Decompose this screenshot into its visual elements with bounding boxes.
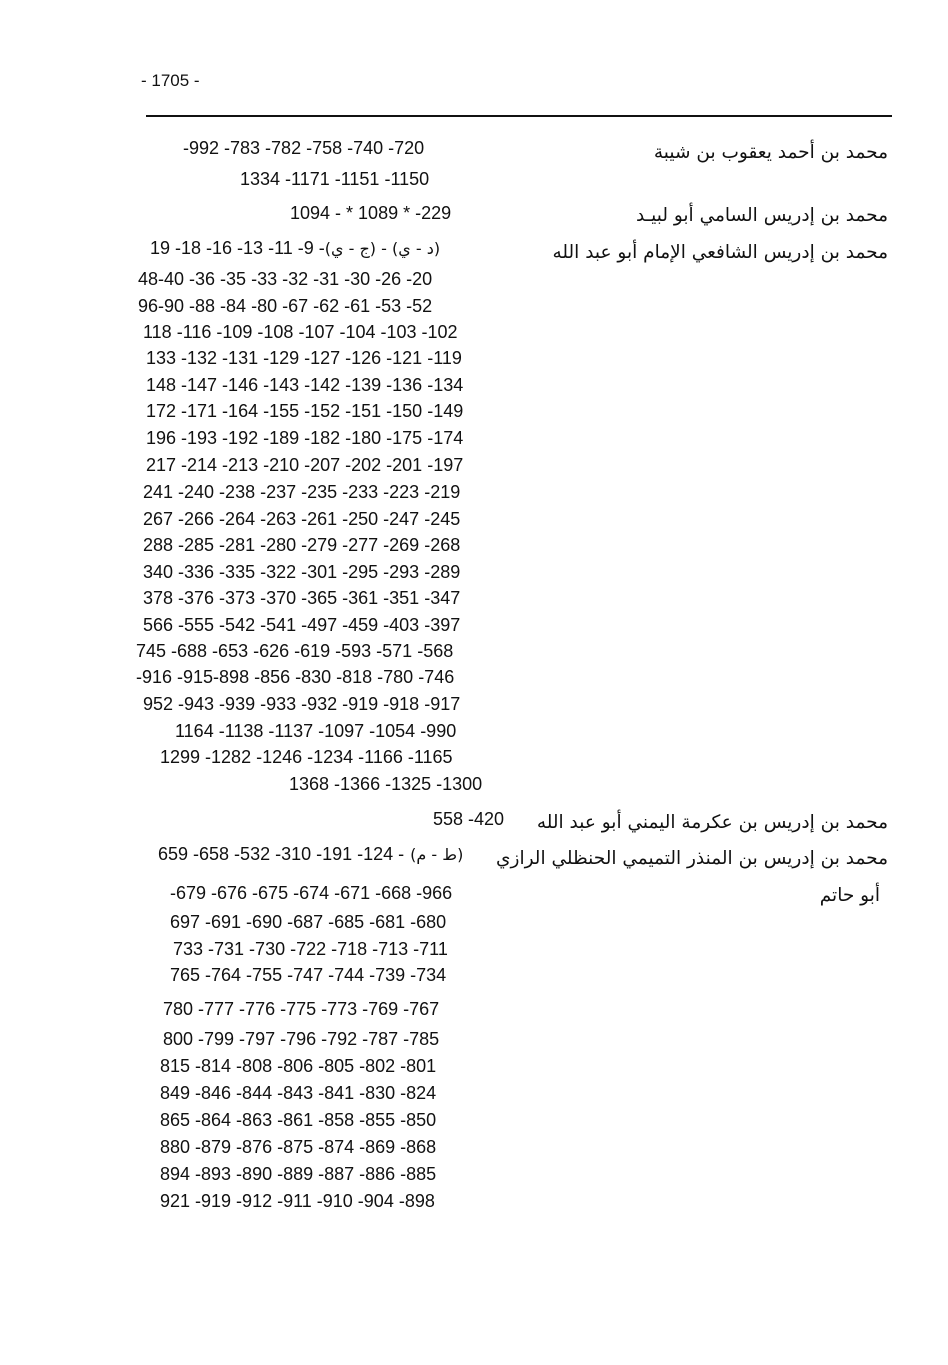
reference-line: 1368 -1366 -1325 -1300 — [289, 774, 483, 794]
reference-line: 1299 -1282 -1246 -1234 -1166 -1165 — [160, 747, 453, 767]
page-number: - 1705 - — [141, 71, 200, 90]
entry-name: محمد بن إدريس بن عكرمة اليمني أبو عبد الله — [536, 812, 888, 833]
reference-line: 952 -943 -939 -933 -932 -919 -918 -917 — [143, 694, 461, 714]
entry-name: محمد بن إدريس الشافعي الإمام أبو عبد الله — [552, 242, 888, 263]
reference-line — [150, 239, 440, 257]
reference-line: 133 -132 -131 -129 -127 -126 -121 -119 — [146, 348, 462, 368]
reference-line: 1334 -1171 -1151 -1150 — [240, 169, 430, 189]
reference-line: 148 -147 -146 -143 -142 -139 -136 -134 — [146, 375, 464, 395]
reference-line: 566 -555 -542 -541 -497 -459 -403 -397 — [143, 615, 461, 635]
reference-line: 780 -777 -776 -775 -773 -769 -767 — [163, 999, 440, 1019]
reference-line: 118 -116 -109 -108 -107 -104 -103 -102 — [143, 322, 458, 342]
reference-line: 267 -266 -264 -263 -261 -250 -247 -245 — [143, 509, 461, 529]
reference-line: 96-90 -88 -84 -80 -67 -62 -61 -53 -52 — [138, 296, 433, 316]
reference-line: 48-40 -36 -35 -33 -32 -31 -30 -26 -20 — [138, 269, 433, 289]
reference-line: 765 -764 -755 -747 -744 -739 -734 — [170, 965, 447, 985]
reference-line: 217 -214 -213 -210 -207 -202 -201 -197 — [146, 455, 464, 475]
reference-line: 865 -864 -863 -861 -858 -855 -850 — [160, 1110, 437, 1130]
reference-line: -916 -915-898 -856 -830 -818 -780 -746 — [136, 667, 455, 687]
reference-line: 733 -731 -730 -722 -718 -713 -711 — [173, 939, 448, 959]
reference-line: 288 -285 -281 -280 -279 -277 -269 -268 — [143, 535, 461, 555]
reference-line: 880 -879 -876 -875 -874 -869 -868 — [160, 1137, 437, 1157]
reference-line: 241 -240 -238 -237 -235 -233 -223 -219 — [143, 482, 461, 502]
reference-line: 697 -691 -690 -687 -685 -681 -680 — [170, 912, 447, 932]
reference-numbers: 659 -658 -532 -310 -191 -124 - — [158, 844, 405, 864]
reference-line: 1164 -1138 -1137 -1097 -1054 -990 — [175, 721, 457, 741]
entry-name — [496, 850, 888, 869]
source-codes: (د - ي) - (ج - ي) — [324, 239, 441, 258]
reference-line: 921 -919 -912 -911 -910 -904 -898 — [160, 1191, 435, 1211]
reference-line: 815 -814 -808 -806 -805 -802 -801 — [160, 1056, 437, 1076]
reference-line: 894 -893 -890 -889 -887 -886 -885 — [160, 1164, 437, 1184]
reference-line: -992 -783 -782 -758 -740 -720 — [183, 138, 425, 158]
reference-line: 378 -376 -373 -370 -365 -361 -351 -347 — [143, 588, 461, 608]
reference-line: 1094 - * 1089 * -229 — [290, 203, 452, 223]
reference-line: 800 -799 -797 -796 -792 -787 -785 — [163, 1029, 440, 1049]
reference-line: -679 -676 -675 -674 -671 -668 -966 — [170, 883, 453, 903]
reference-line — [158, 845, 463, 863]
entry-name: محمد بن إدريس السامي أبو لبيـد — [636, 205, 888, 226]
entry-name-text: محمد بن إدريس بن المنذر التميمي الحنظلي الرازي — [496, 848, 888, 869]
source-code: (ط - م) — [410, 845, 464, 864]
reference-line: 172 -171 -164 -155 -152 -151 -150 -149 — [146, 401, 464, 421]
reference-line: 340 -336 -335 -322 -301 -295 -293 -289 — [143, 562, 461, 582]
reference-line: 745 -688 -653 -626 -619 -593 -571 -568 — [136, 641, 454, 661]
reference-line: 558 -420 — [433, 809, 505, 829]
reference-line: 196 -193 -192 -189 -182 -180 -175 -174 — [146, 428, 464, 448]
reference-line: 849 -846 -844 -843 -841 -830 -824 — [160, 1083, 437, 1103]
entry-name-continuation: أبو حاتم — [819, 885, 880, 906]
reference-numbers: 19 -18 -16 -13 -11 -9 - — [150, 238, 325, 258]
entry-name: محمد بن أحمد يعقوب بن شيبة — [653, 142, 888, 163]
header-divider — [146, 115, 892, 117]
